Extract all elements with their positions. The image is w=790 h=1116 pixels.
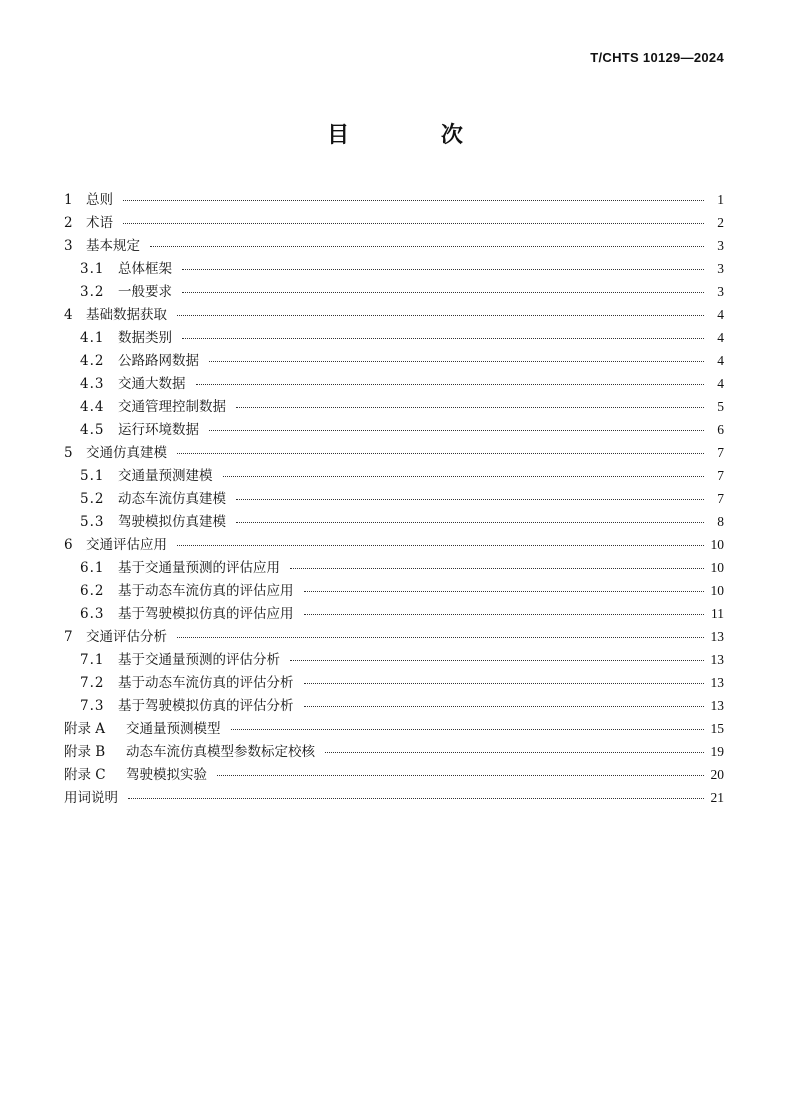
dot-leader <box>217 775 704 776</box>
toc-entry-page: 3 <box>717 284 724 299</box>
toc-entry-label: 运行环境数据 <box>118 422 199 438</box>
toc-entry-page: 4 <box>717 376 724 391</box>
toc-entry-label: 基于交通量预测的评估应用 <box>118 560 280 576</box>
toc-entry[interactable] <box>64 188 724 211</box>
toc-entry[interactable] <box>64 648 724 671</box>
toc-entry[interactable] <box>64 487 724 510</box>
toc-entry-number: 4.5 <box>80 422 105 438</box>
toc-entry-number: 7.3 <box>80 698 105 714</box>
dot-leader <box>177 637 704 638</box>
toc-entry-number: 5.3 <box>80 514 105 530</box>
toc-entry-label: 动态车流仿真建模 <box>118 491 226 507</box>
dot-leader <box>304 706 705 707</box>
toc-entry-number: 6.2 <box>80 583 105 599</box>
toc-entry-number: 6 <box>64 537 73 553</box>
toc-entry[interactable] <box>64 372 724 395</box>
toc-entry-number: 4.1 <box>80 330 105 346</box>
toc-entry[interactable] <box>64 625 724 648</box>
toc-entry-number: 3.1 <box>80 261 105 277</box>
dot-leader <box>290 660 704 661</box>
toc-entry-page: 13 <box>710 675 724 690</box>
toc-entry-page: 3 <box>717 238 724 253</box>
dot-leader <box>150 246 704 247</box>
toc-entry[interactable] <box>64 533 724 556</box>
dot-leader <box>304 591 705 592</box>
toc-entry-label: 基于动态车流仿真的评估分析 <box>118 675 294 691</box>
dot-leader <box>177 545 704 546</box>
toc-entry-label: 交通量预测模型 <box>126 721 221 737</box>
dot-leader <box>182 292 704 293</box>
toc-entry[interactable] <box>64 763 724 786</box>
dot-leader <box>209 430 704 431</box>
toc-entry[interactable] <box>64 234 724 257</box>
toc-entry[interactable] <box>64 717 724 740</box>
toc-entry-page: 1 <box>717 192 724 207</box>
toc-entry-label: 一般要求 <box>118 284 172 300</box>
dot-leader <box>236 407 704 408</box>
dot-leader <box>231 729 705 730</box>
dot-leader <box>223 476 705 477</box>
toc-entry-page: 8 <box>717 514 724 529</box>
dot-leader <box>128 798 704 799</box>
toc-entry-label: 交通管理控制数据 <box>118 399 226 415</box>
toc-entry-label: 用词说明 <box>64 790 118 806</box>
toc-entry-label: 基于驾驶模拟仿真的评估应用 <box>118 606 294 622</box>
toc-entry-page: 11 <box>711 606 724 621</box>
toc-entry[interactable] <box>64 326 724 349</box>
toc-entry-label: 驾驶模拟实验 <box>126 767 207 783</box>
dot-leader <box>209 361 704 362</box>
toc-entry-page: 13 <box>710 652 724 667</box>
dot-leader <box>177 453 704 454</box>
toc-entry-label: 交通评估分析 <box>86 629 167 645</box>
toc-entry[interactable] <box>64 464 724 487</box>
dot-leader <box>182 269 704 270</box>
dot-leader <box>325 752 704 753</box>
toc-entry-number: 4.3 <box>80 376 105 392</box>
toc-entry-label: 术语 <box>86 215 113 231</box>
dot-leader <box>123 200 704 201</box>
toc-entry[interactable] <box>64 211 724 234</box>
toc-entry[interactable] <box>64 602 724 625</box>
toc-entry[interactable] <box>64 441 724 464</box>
toc-entry[interactable] <box>64 579 724 602</box>
toc-entry-label: 基础数据获取 <box>86 307 167 323</box>
toc-entry-number: 7.1 <box>80 652 105 668</box>
toc-entry-page: 6 <box>717 422 724 437</box>
toc-entry-page: 5 <box>717 399 724 414</box>
toc-entry-label: 交通仿真建模 <box>86 445 167 461</box>
toc-entry-label: 基于驾驶模拟仿真的评估分析 <box>118 698 294 714</box>
toc-entry-label: 基于动态车流仿真的评估应用 <box>118 583 294 599</box>
toc-entry[interactable] <box>64 671 724 694</box>
toc-entry-number: 5 <box>64 445 73 461</box>
document-code: T/CHTS 10129—2024 <box>590 50 724 65</box>
dot-leader <box>123 223 704 224</box>
toc-entry-number: 4.4 <box>80 399 105 415</box>
dot-leader <box>177 315 704 316</box>
toc-entry[interactable] <box>64 395 724 418</box>
toc-entry-number: 2 <box>64 215 73 231</box>
toc-entry[interactable] <box>64 694 724 717</box>
toc-entry[interactable] <box>64 349 724 372</box>
toc-entry-number: 3 <box>64 238 73 254</box>
toc-entry[interactable] <box>64 257 724 280</box>
toc-entry-page: 4 <box>717 330 724 345</box>
toc-entry-number: 7 <box>64 629 73 645</box>
toc-entry-label: 交通量预测建模 <box>118 468 213 484</box>
toc-entry-page: 20 <box>710 767 724 782</box>
toc-entry-label: 基本规定 <box>86 238 140 254</box>
toc-entry-label: 交通评估应用 <box>86 537 167 553</box>
toc-entry-page: 13 <box>710 698 724 713</box>
toc-entry-number: 附录 A <box>64 721 106 737</box>
dot-leader <box>290 568 704 569</box>
toc-entry-page: 7 <box>717 468 724 483</box>
toc-entry[interactable] <box>64 556 724 579</box>
toc-entry-number: 附录 B <box>64 744 106 760</box>
toc-entry-label: 基于交通量预测的评估分析 <box>118 652 280 668</box>
toc-entry-label: 公路路网数据 <box>118 353 199 369</box>
toc-entry-number: 4.2 <box>80 353 105 369</box>
table-of-contents <box>64 188 724 809</box>
toc-entry-page: 10 <box>710 583 724 598</box>
toc-entry[interactable] <box>64 418 724 441</box>
toc-entry-page: 13 <box>710 629 724 644</box>
toc-entry[interactable] <box>64 510 724 533</box>
toc-entry-number: 3.2 <box>80 284 105 300</box>
toc-entry-label: 驾驶模拟仿真建模 <box>118 514 226 530</box>
dot-leader <box>304 614 705 615</box>
toc-entry-number: 4 <box>64 307 73 323</box>
toc-entry-label: 总体框架 <box>118 261 172 277</box>
dot-leader <box>304 683 705 684</box>
page-title: 目 次 <box>327 122 505 148</box>
toc-entry-page: 10 <box>710 560 724 575</box>
toc-entry-page: 3 <box>717 261 724 276</box>
toc-entry-label: 动态车流仿真模型参数标定校核 <box>126 744 315 760</box>
toc-entry-number: 5.2 <box>80 491 105 507</box>
toc-entry[interactable] <box>64 280 724 303</box>
dot-leader <box>236 522 704 523</box>
toc-entry[interactable] <box>64 740 724 763</box>
toc-entry[interactable] <box>64 303 724 326</box>
toc-entry-page: 15 <box>710 721 724 736</box>
toc-entry-page: 7 <box>717 445 724 460</box>
toc-entry-label: 数据类别 <box>118 330 172 346</box>
toc-entry-label: 总则 <box>86 192 113 208</box>
dot-leader <box>182 338 704 339</box>
toc-entry-number: 附录 C <box>64 767 106 783</box>
toc-entry-number: 1 <box>64 192 73 208</box>
dot-leader <box>236 499 704 500</box>
toc-entry-page: 21 <box>710 790 724 805</box>
toc-entry-page: 4 <box>717 307 724 322</box>
toc-entry-page: 10 <box>710 537 724 552</box>
dot-leader <box>196 384 705 385</box>
toc-entry[interactable] <box>64 786 724 809</box>
toc-entry-label: 交通大数据 <box>118 376 186 392</box>
toc-entry-page: 2 <box>717 215 724 230</box>
toc-entry-page: 19 <box>710 744 724 759</box>
toc-entry-number: 6.3 <box>80 606 105 622</box>
toc-entry-number: 5.1 <box>80 468 105 484</box>
toc-entry-number: 7.2 <box>80 675 105 691</box>
toc-entry-page: 7 <box>717 491 724 506</box>
toc-entry-page: 4 <box>717 353 724 368</box>
toc-entry-number: 6.1 <box>80 560 105 576</box>
